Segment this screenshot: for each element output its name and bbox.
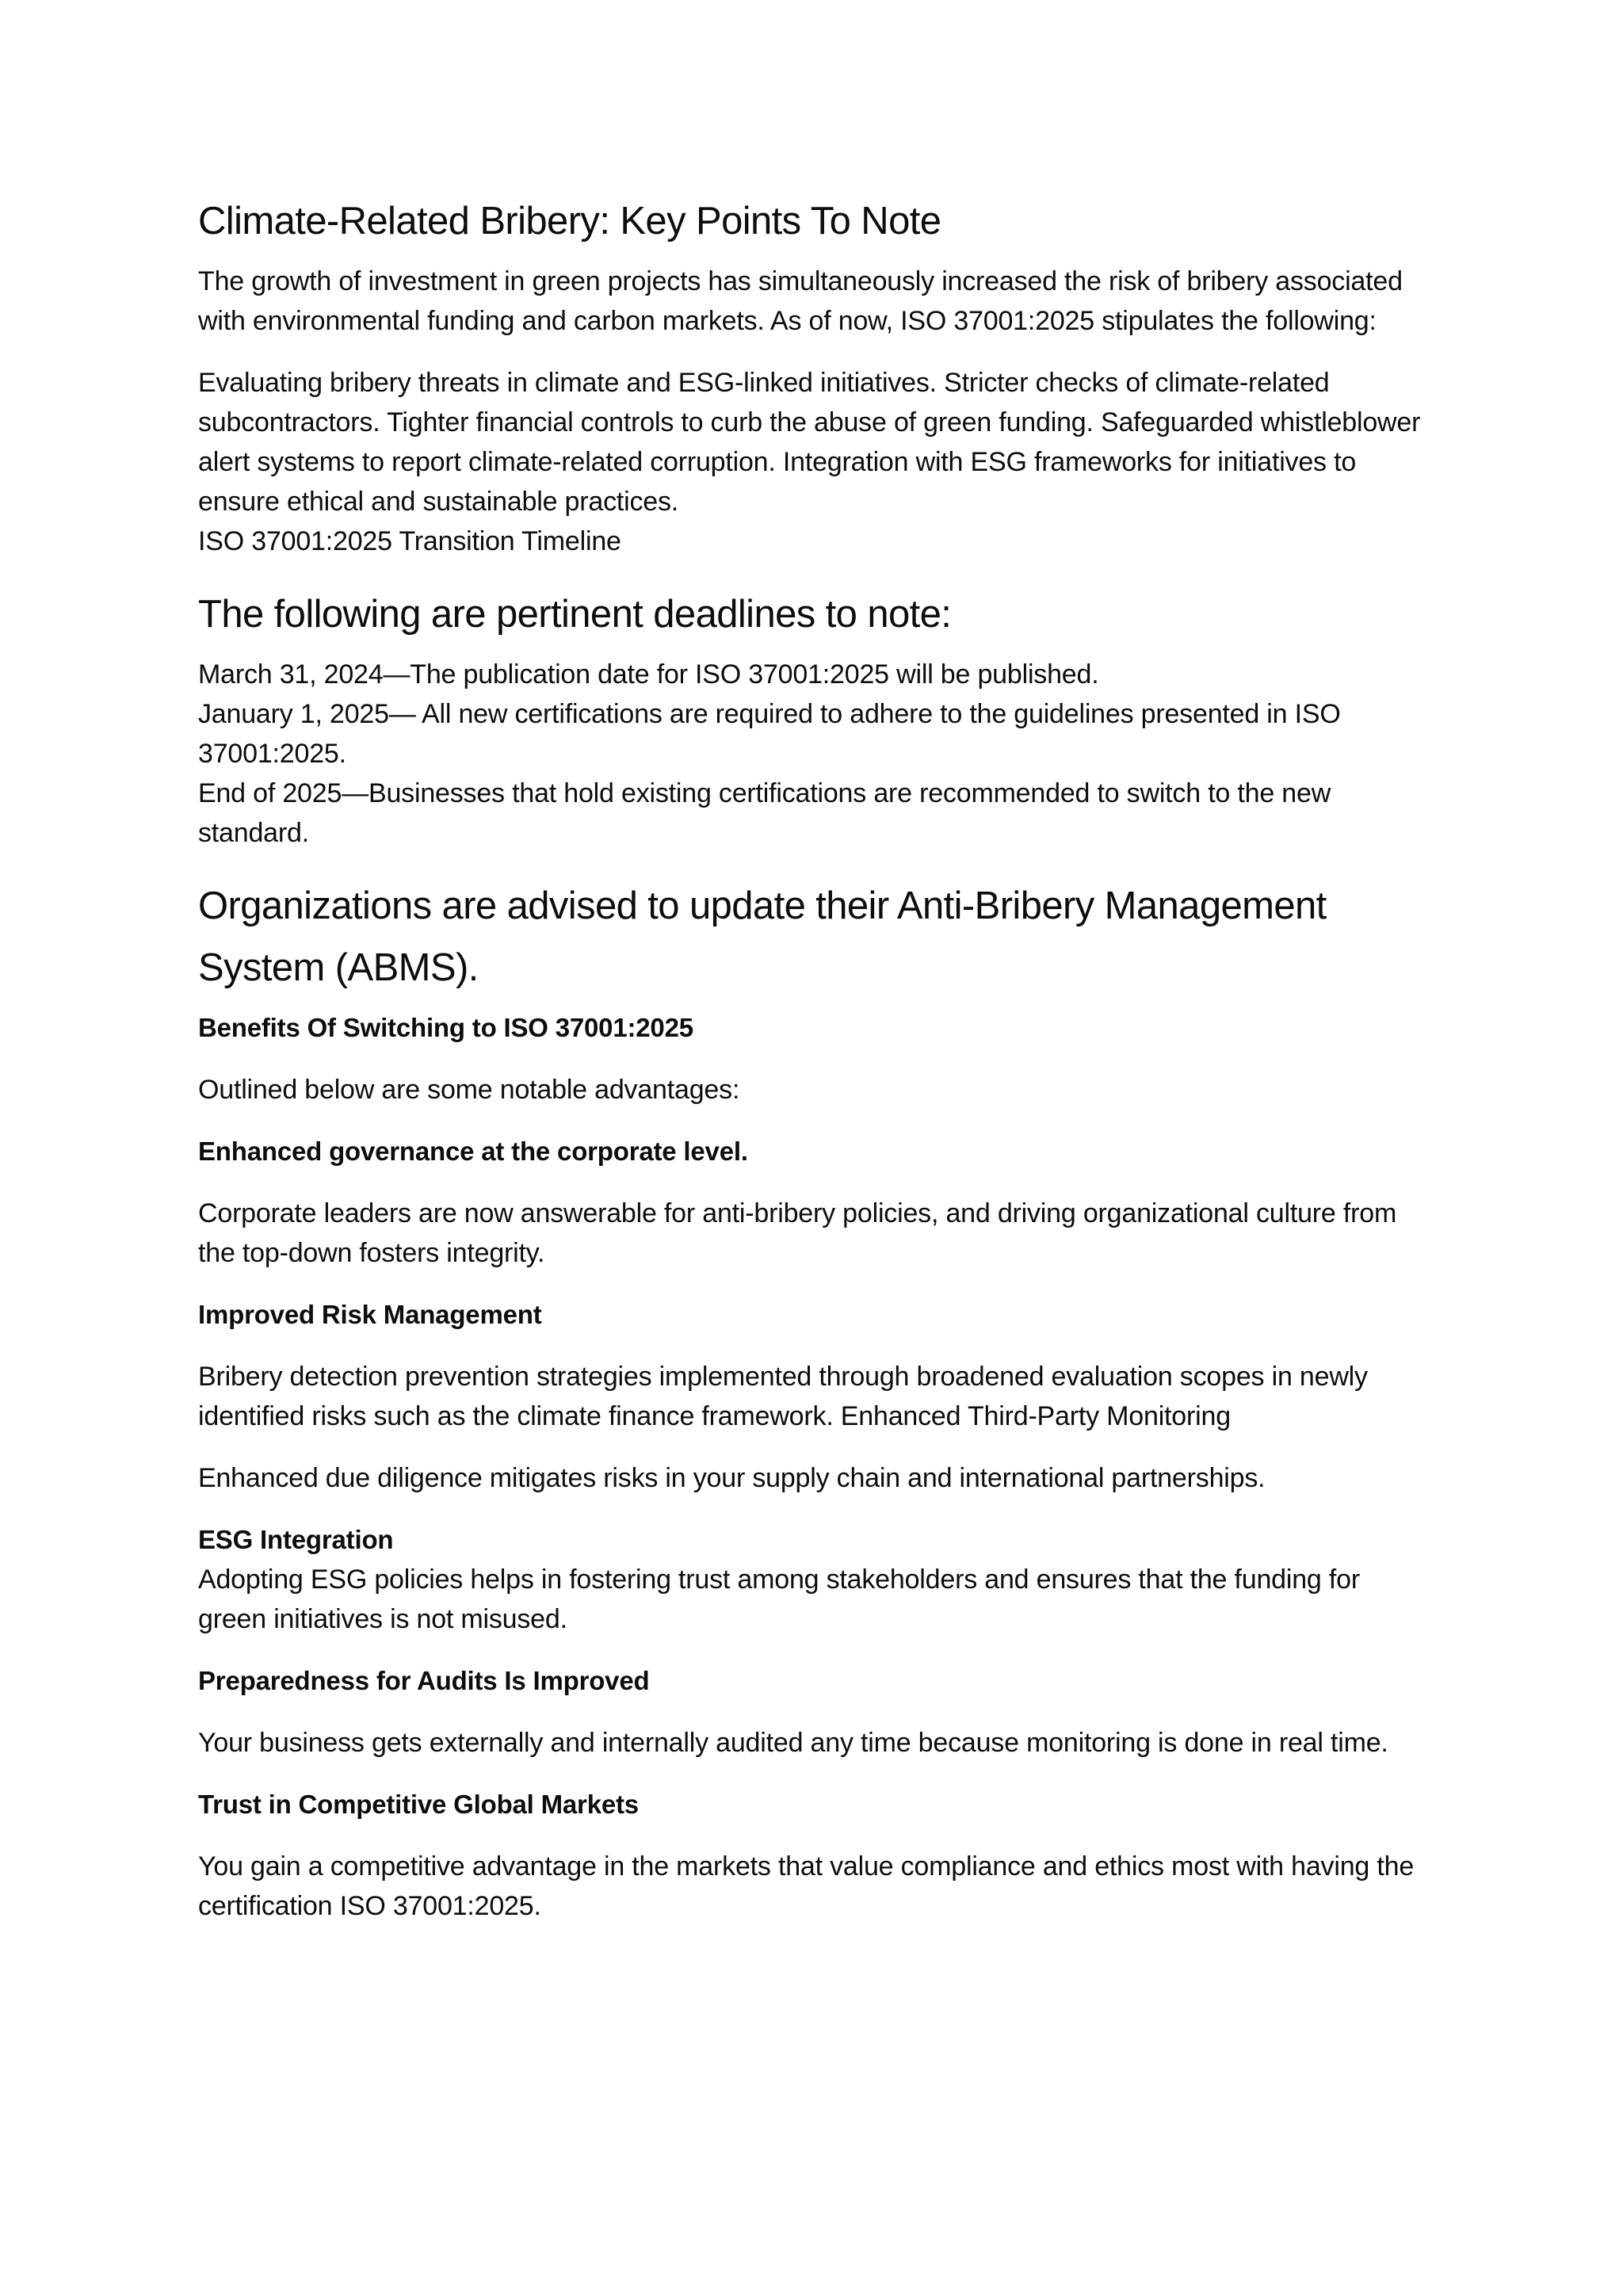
heading-deadlines: The following are pertinent deadlines to note:: [198, 593, 952, 636]
intro-paragraph: The growth of investment in green projects has simultaneously increased the risk of bribery associated with environmental funding and carbon markets. As of now, ISO 37001:2025 stipulates the following:: [198, 266, 1403, 336]
deadline-3: End of 2025—Businesses that hold existing certifications are recommended to switch to the new standard.: [198, 778, 1331, 848]
climate-points-paragraph: Evaluating bribery threats in climate and ESG-linked initiatives. Stricter checks of climate-related subcontractors. Tighter financial controls to curb the abuse of green funding. Safeguarded whistleblower alert systems to report climate-related corruption. Integration with ESG frameworks for initiatives to ensure ethical and sustainable practices.: [198, 368, 1421, 517]
document-page: [198, 190, 1434, 1948]
audit-text: Your business gets externally and internally audited any time because monitoring is done in real time.: [198, 1728, 1388, 1758]
deadline-2: January 1, 2025— All new certifications are required to adhere to the guidelines presented in ISO 37001:2025.: [198, 699, 1341, 769]
governance-text: Corporate leaders are now answerable for anti-bribery policies, and driving organizational culture from the top-down fosters integrity.: [198, 1198, 1397, 1268]
heading-update-abms: Organizations are advised to update their Anti-Bribery Management System (ABMS).: [198, 884, 1327, 989]
benefits-title: Benefits Of Switching to ISO 37001:2025: [198, 1013, 693, 1042]
benefits-intro: Outlined below are some notable advantages:: [198, 1075, 740, 1105]
esg-title: ESG Integration: [198, 1525, 394, 1554]
risk-text: Bribery detection prevention strategies implemented through broadened evaluation scopes in newly identified risks such as the climate finance framework. Enhanced Third-Party Monitoring: [198, 1362, 1368, 1431]
trust-title: Trust in Competitive Global Markets: [198, 1790, 639, 1819]
timeline-label: ISO 37001:2025 Transition Timeline: [198, 526, 621, 556]
diligence-text: Enhanced due diligence mitigates risks in your supply chain and international partnerships.: [198, 1463, 1266, 1493]
risk-title: Improved Risk Management: [198, 1300, 542, 1329]
heading-climate-bribery: Climate-Related Bribery: Key Points To Note: [198, 200, 941, 243]
esg-text: Adopting ESG policies helps in fostering trust among stakeholders and ensures that the funding for green initiatives is not misused.: [198, 1564, 1360, 1634]
audit-title: Preparedness for Audits Is Improved: [198, 1666, 650, 1695]
governance-title: Enhanced governance at the corporate level.: [198, 1137, 748, 1166]
deadline-1: March 31, 2024—The publication date for ISO 37001:2025 will be published.: [198, 659, 1099, 690]
trust-text: You gain a competitive advantage in the markets that value compliance and ethics most with having the certification ISO 37001:2025.: [198, 1851, 1415, 1921]
